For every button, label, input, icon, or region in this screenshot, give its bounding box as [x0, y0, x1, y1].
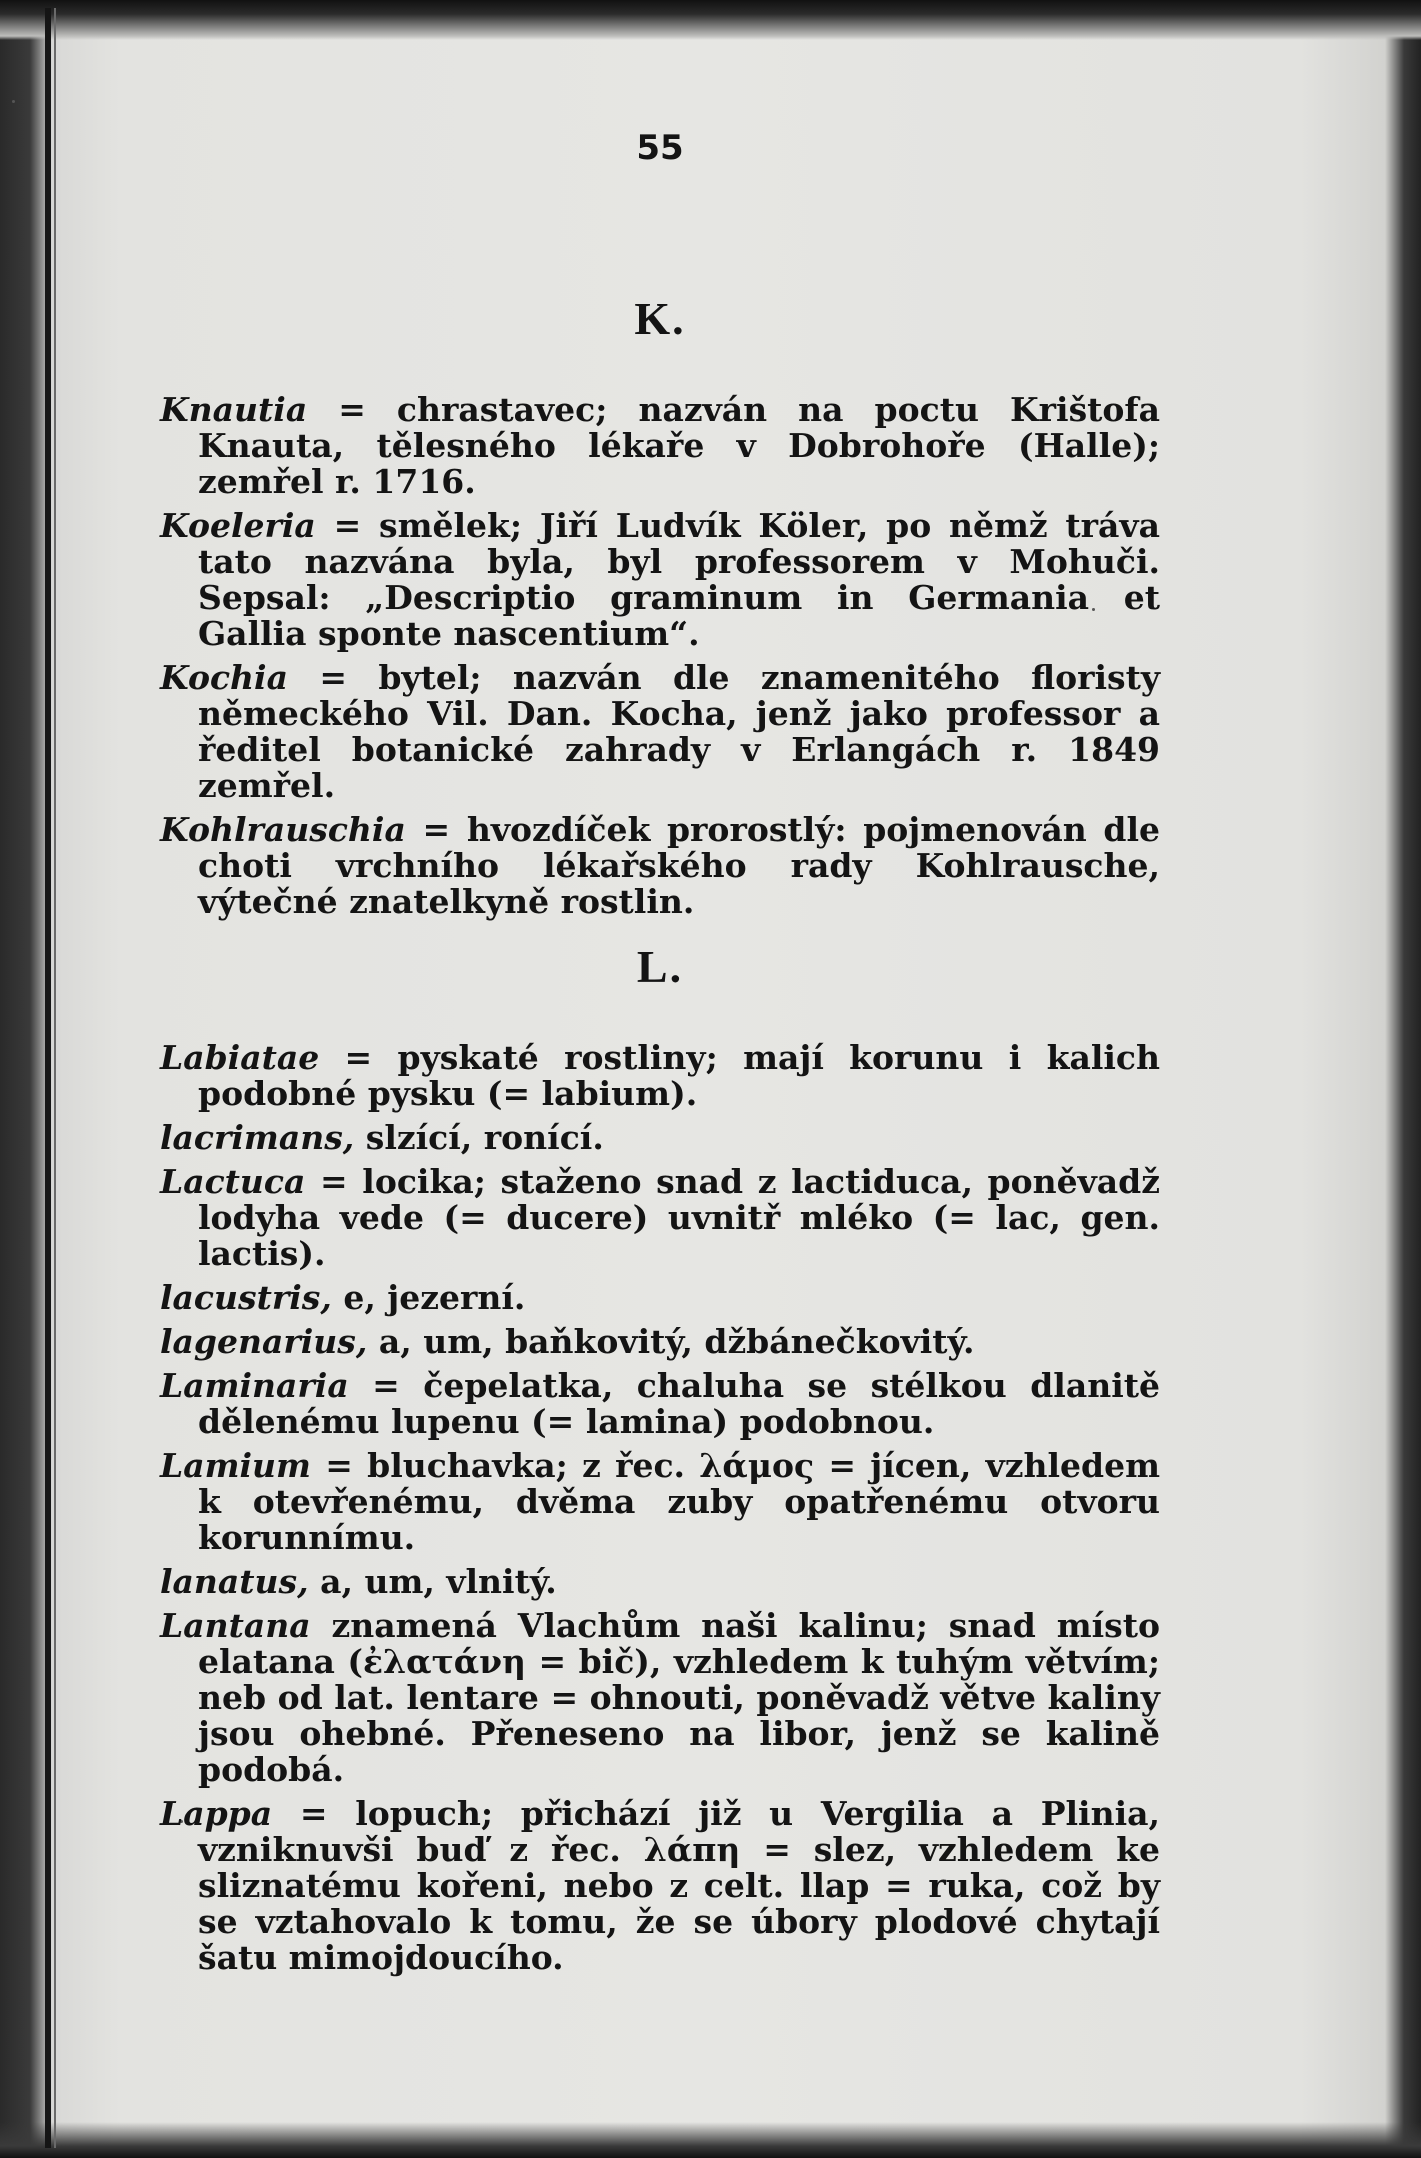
entry-headword: lacrimans,: [160, 1118, 355, 1157]
dictionary-entry: [160, 1040, 1160, 1112]
dictionary-entry: [160, 508, 1160, 652]
entry-headword: Kochia: [160, 658, 288, 697]
entry-definition: = hvozdíček prorostlý: pojmenován dle choti vrchního lékařského rady Kohlrausche, výtečné znatelkyně rostlin.: [198, 810, 1160, 921]
entry-headword: Lamium: [160, 1446, 311, 1485]
entry-definition: = lopuch; přichází již u Vergilia a Plinia, vzniknuvši buď z řec. λάπη = slez, vzhledem ke sliznatému kořeni, nebo z celt. llap = ruka, což by se vztahovalo k tomu, že se úbory plodové chytají šatu mimojdoucího.: [198, 1794, 1160, 1977]
entry-definition: a, um, vlnitý.: [308, 1562, 557, 1601]
dictionary-entry: [160, 1448, 1160, 1556]
dictionary-entry: [160, 1280, 1160, 1316]
entry-headword: lagenarius,: [160, 1322, 368, 1361]
entry-headword: Lactuca: [160, 1162, 306, 1201]
entry-headword: Koeleria: [160, 506, 316, 545]
dictionary-entry: [160, 660, 1160, 804]
entries-k: [160, 392, 1160, 928]
entry-definition: = smělek; Jiří Ludvík Köler, po němž tráva tato nazvána byla, byl professorem v Mohuči. Sepsal: „Descriptio graminum in Germania et Gallia sponte nascentium“.: [198, 506, 1160, 653]
entry-headword: lacustris,: [160, 1278, 332, 1317]
entry-headword: Knautia: [160, 390, 308, 429]
dictionary-entry: [160, 1608, 1160, 1788]
entry-headword: Laminaria: [160, 1366, 349, 1405]
entries-l: [160, 1040, 1160, 1984]
entry-definition: = pyskaté rostliny; mají korunu i kalich podobné pysku (= labium).: [198, 1038, 1160, 1113]
dictionary-entry: [160, 392, 1160, 500]
dictionary-entry: [160, 812, 1160, 920]
entry-headword: Lantana: [160, 1606, 311, 1645]
entry-definition: = chrastavec; nazván na poctu Krištofa Knauta, tělesného lékaře v Dobrohoře (Halle); zemřel r. 1716.: [198, 390, 1160, 501]
entry-headword: Labiatae: [160, 1038, 320, 1077]
entry-definition: a, um, baňkovitý, džbánečkovitý.: [367, 1322, 975, 1361]
entry-definition: = locika; staženo snad z lactiduca, poněvadž lodyha vede (= ducere) uvnitř mléko (= lac, gen. lactis).: [198, 1162, 1160, 1273]
dictionary-entry: [160, 1796, 1160, 1976]
entry-headword: Lappa: [160, 1794, 273, 1833]
page-number: 55: [636, 128, 684, 168]
dictionary-entry: [160, 1324, 1160, 1360]
dictionary-entry: [160, 1564, 1160, 1600]
section-heading-k: K.: [634, 293, 686, 344]
dictionary-entry: [160, 1120, 1160, 1156]
entry-definition: e, jezerní.: [331, 1278, 526, 1317]
book-gutter: [45, 8, 51, 2148]
dictionary-entry: [160, 1368, 1160, 1440]
scan-bottom-edge: [0, 2122, 1421, 2158]
section-heading-l: L.: [636, 941, 684, 992]
book-gutter-shadow: [54, 8, 56, 2148]
entry-definition: znamená Vlachům naši kalinu; snad místo elatana (ἐλατάνη = bič), vzhledem k tuhým větvím; neb od lat. lentare = ohnouti, poněvadž větve kaliny jsou ohebné. Přeneseno na libor, jenž se kalině podobá.: [198, 1606, 1160, 1789]
entry-definition: = bluchavka; z řec. λάμος = jícen, vzhledem k otevřenému, dvěma zuby opatřenému otvoru korunnímu.: [198, 1446, 1160, 1557]
entry-definition: = bytel; nazván dle znamenitého floristy německého Vil. Dan. Kocha, jenž jako professor a ředitel botanické zahrady v Erlangách r. 1849 zemřel.: [198, 658, 1160, 805]
dictionary-entry: [160, 1164, 1160, 1272]
scan-top-edge: [0, 0, 1421, 40]
entry-definition: slzící, ronící.: [354, 1118, 604, 1157]
entry-headword: Kohlrauschia: [160, 810, 406, 849]
entry-headword: lanatus,: [160, 1562, 309, 1601]
entry-definition: = čepelatka, chaluha se stélkou dlanitě dělenému lupenu (= lamina) podobnou.: [198, 1366, 1160, 1441]
scan-speck: [12, 100, 15, 103]
